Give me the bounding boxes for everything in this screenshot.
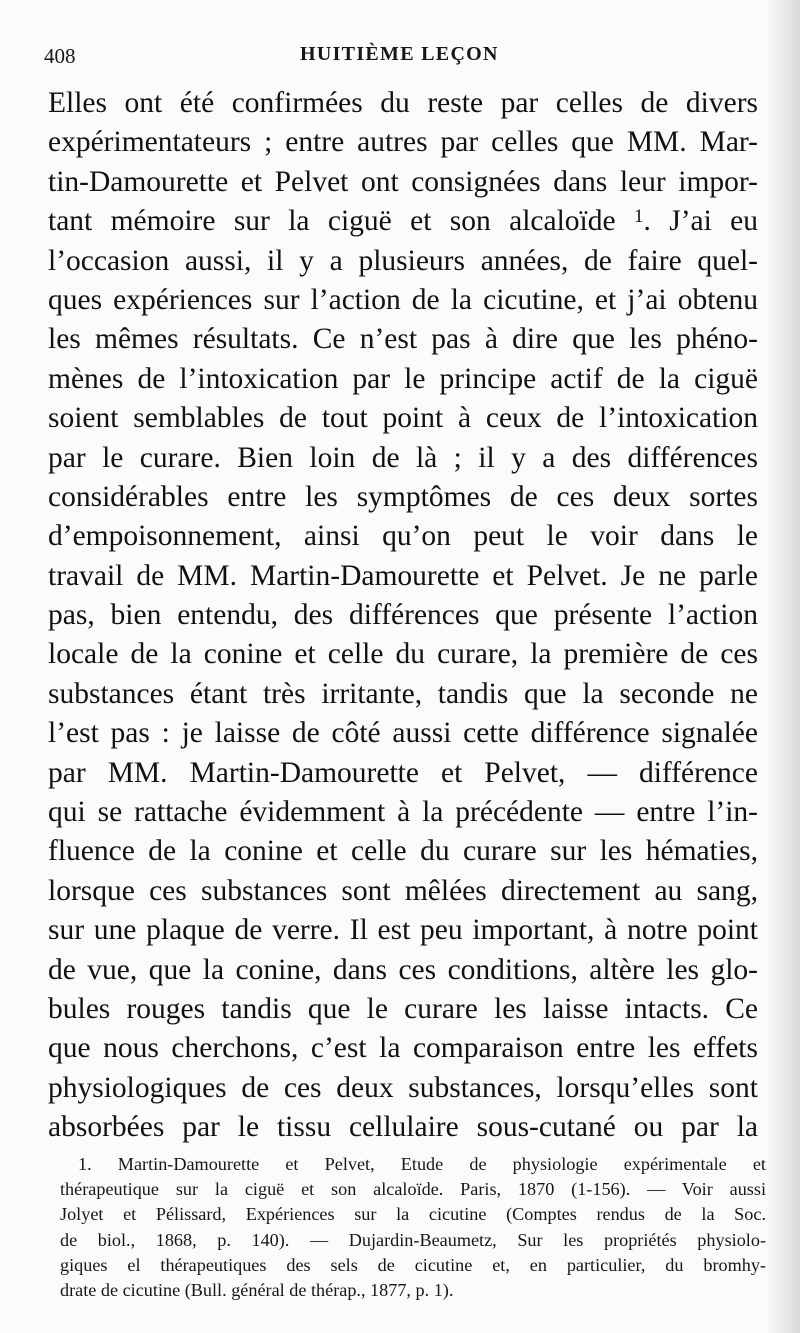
body-line: qui se rattache évidemment à la précédente — entre l’in- <box>48 796 758 829</box>
body-line: lorsque ces substances sont mêlées directement au sang, <box>48 874 758 907</box>
page-header <box>44 40 744 80</box>
body-line: physiologiques de ces deux substances, lorsqu’elles sont <box>48 1071 758 1104</box>
footnote-line: 1. Martin-Damourette et Pelvet, Etude de physiologie expérimentale et <box>78 1154 766 1174</box>
body-line: substances étant très irritante, tandis que la seconde ne <box>48 677 758 710</box>
body-line: l’occasion aussi, il y a plusieurs années, de faire quel- <box>48 244 758 277</box>
body-line: par le curare. Bien loin de là ; il y a des différences <box>48 441 758 474</box>
footnote <box>60 1152 766 1303</box>
footnote-reference[interactable]: 1 <box>633 206 644 228</box>
body-line-segment: tant mémoire sur la ciguë et son alcaloïde <box>48 205 616 238</box>
body-line: que nous cherchons, c’est la comparaison entre les effets <box>48 1032 758 1065</box>
body-line-segment: . J’ai eu <box>643 205 759 238</box>
footnote-line: de biol., 1868, p. 140). — Dujardin-Beaumetz, Sur les propriétés physiolo- <box>60 1229 766 1250</box>
body-line: fluence de la conine et celle du curare sur les hématies, <box>48 835 758 868</box>
body-line: locale de la conine et celle du curare, la première de ces <box>48 638 758 671</box>
footnote-line: Jolyet et Pélissard, Expériences sur la cicutine (Comptes rendus de la Soc. <box>60 1204 766 1225</box>
body-line: d’empoisonnement, ainsi qu’on peut le voir dans le <box>48 520 758 553</box>
footnote-line: drate de cicutine (Bull. général de thérap., 1877, p. 1). <box>60 1279 454 1300</box>
body-line: expérimentateurs ; entre autres par celles que MM. Mar- <box>48 126 758 159</box>
body-line: absorbées par le tissu cellulaire sous-cutané ou par la <box>48 1111 758 1144</box>
page-number: 408 <box>44 44 76 68</box>
body-line: les mêmes résultats. Ce n’est pas à dire que les phéno- <box>48 323 758 356</box>
body-line: bules rouges tandis que le curare les laisse intacts. Ce <box>48 992 758 1025</box>
page-edge-shadow <box>766 0 800 1333</box>
body-line: pas, bien entendu, des différences que présente l’action <box>48 599 758 632</box>
running-head: HUITIÈME LEÇON <box>300 43 499 65</box>
body-line: mènes de l’intoxication par le principe actif de la ciguë <box>48 362 758 395</box>
body-text <box>48 84 758 1148</box>
body-line: soient semblables de tout point à ceux de l’intoxication <box>48 402 758 435</box>
body-line: tin-Damourette et Pelvet ont consignées dans leur impor- <box>48 165 758 198</box>
body-line-with-footnote-ref <box>48 202 758 241</box>
footnote-line: thérapeutique sur la ciguë et son alcaloïde. Paris, 1870 (1-156). — Voir aussi <box>60 1179 766 1200</box>
body-line: de vue, que la conine, dans ces conditions, altère les glo- <box>48 953 758 986</box>
footnote-line: giques el thérapeutiques des sels de cicutine et, en particulier, du bromhy- <box>60 1254 766 1275</box>
body-line: l’est pas : je laisse de côté aussi cette différence signalée <box>48 717 758 750</box>
body-line: considérables entre les symptômes de ces deux sortes <box>48 480 758 513</box>
body-line: Elles ont été confirmées du reste par celles de divers <box>48 87 758 119</box>
body-line: par MM. Martin-Damourette et Pelvet, — différence <box>48 756 758 789</box>
body-line: ques expériences sur l’action de la cicutine, et j’ai obtenu <box>48 283 758 316</box>
body-line: travail de MM. Martin-Damourette et Pelvet. Je ne parle <box>48 559 758 592</box>
body-line: sur une plaque de verre. Il est peu important, à notre point <box>48 914 758 947</box>
